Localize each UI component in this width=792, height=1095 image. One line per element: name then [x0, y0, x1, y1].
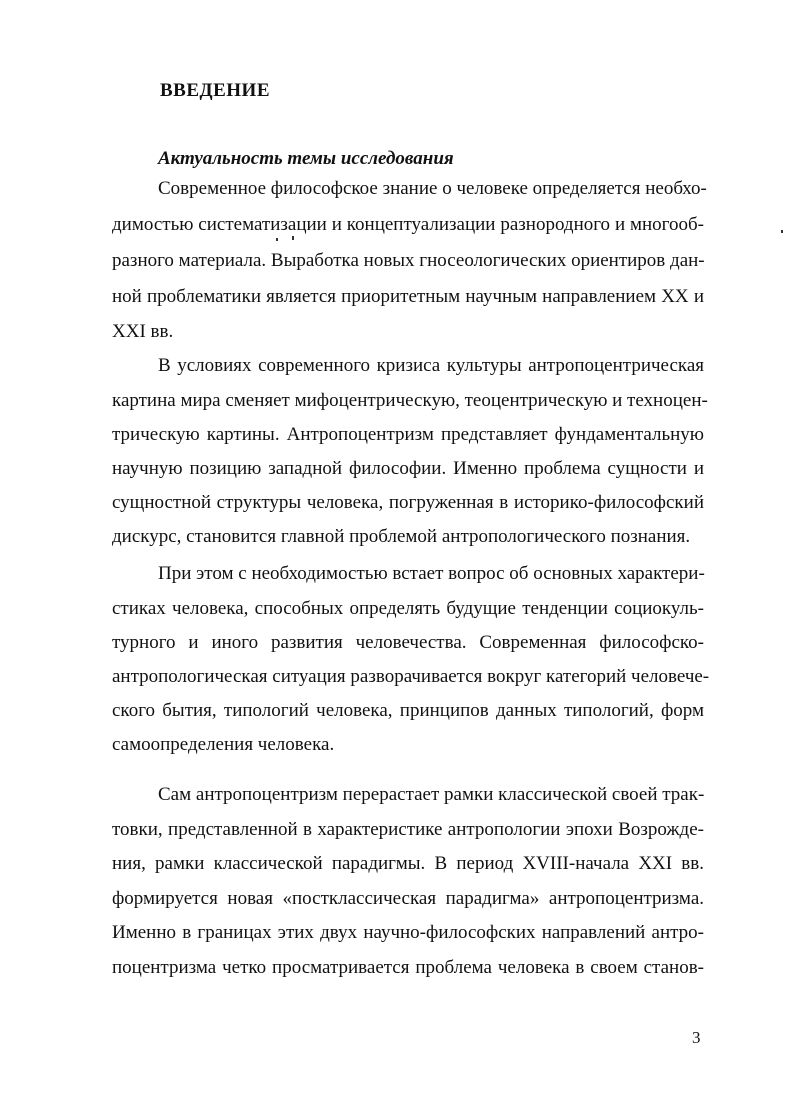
- scan-speck: [781, 230, 783, 233]
- text-line: Современное философское знание о человеке определяется необхо-: [158, 178, 707, 199]
- text-line: сущностной структуры человека, погруженная в историко-философский: [112, 492, 704, 513]
- text-line: научную позицию западной философии. Именно проблема сущности и: [112, 458, 704, 479]
- subsection-heading: Актуальность темы исследования: [158, 148, 454, 169]
- text-line: поцентризма четко просматривается проблема человека в своем станов-: [112, 957, 704, 978]
- text-line: ского бытия, типологий человека, принципов данных типологий, форм: [112, 700, 704, 721]
- text-line: антропологическая ситуация разворачивается вокруг категорий человече-: [112, 666, 710, 687]
- text-line: ной проблематики является приоритетным научным направлением XX и: [112, 286, 704, 307]
- text-line: димостью систематизации и концептуализации разнородного и многооб-: [112, 214, 704, 235]
- text-line: Сам антропоцентризм перерастает рамки классической своей трак-: [158, 784, 705, 805]
- text-line: В условиях современного кризиса культуры антропоцентрическая: [158, 355, 704, 376]
- text-line: Именно в границах этих двух научно-философских направлений антро-: [112, 922, 704, 943]
- section-heading: ВВЕДЕНИЕ: [160, 80, 270, 101]
- text-line: ния, рамки классической парадигмы. В период XVIII-начала XXI вв.: [112, 853, 704, 874]
- scan-speck: [292, 236, 294, 240]
- text-line: самоопределения человека.: [112, 734, 335, 755]
- text-line: трическую картины. Антропоцентризм представляет фундаментальную: [112, 424, 704, 445]
- text-line: картина мира сменяет мифоцентрическую, теоцентрическую и техноцен-: [112, 390, 708, 411]
- text-line: дискурс, становится главной проблемой антропологического познания.: [112, 526, 691, 547]
- text-line: При этом с необходимостью встает вопрос об основных характери-: [158, 563, 705, 584]
- text-line: формируется новая «постклассическая парадигма» антропоцентризма.: [112, 888, 704, 909]
- text-line: XXI вв.: [112, 321, 174, 342]
- text-line: стиках человека, способных определять будущие тенденции социокуль-: [112, 598, 704, 619]
- text-line: товки, представленной в характеристике антропологии эпохи Возрожде-: [112, 819, 704, 840]
- text-line: турного и иного развития человечества. Современная философско-: [112, 632, 704, 653]
- page-number: 3: [692, 1028, 701, 1047]
- scan-speck: [276, 238, 278, 241]
- text-line: разного материала. Выработка новых гносеологических ориентиров дан-: [112, 250, 705, 271]
